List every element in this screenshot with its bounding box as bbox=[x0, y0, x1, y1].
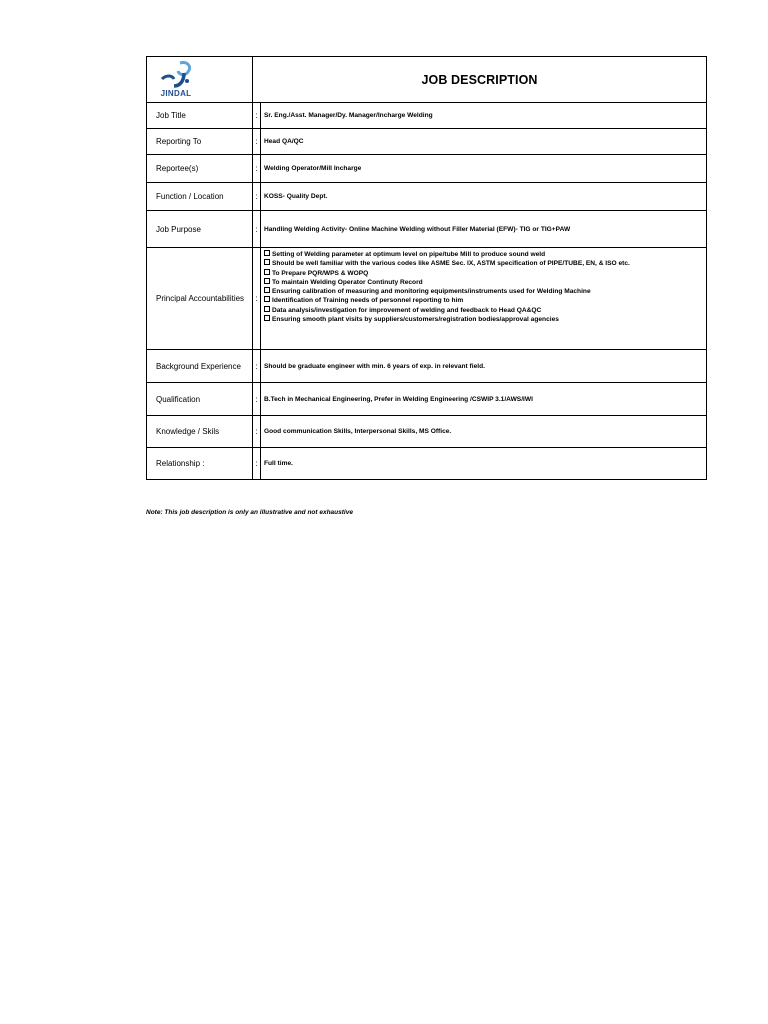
page-title: JOB DESCRIPTION bbox=[253, 57, 707, 103]
row-relationship bbox=[147, 448, 707, 480]
colon: : bbox=[253, 211, 261, 248]
row-background-experience bbox=[147, 350, 707, 383]
checkbox-icon bbox=[264, 315, 270, 321]
checkbox-icon bbox=[264, 250, 270, 256]
value-reportees: Welding Operator/Mill Incharge bbox=[261, 155, 707, 183]
row-principal-accountabilities bbox=[147, 248, 707, 350]
list-item: Data analysis/investigation for improvement of welding and feedback to Head QA&QC bbox=[264, 306, 703, 315]
colon: : bbox=[253, 129, 261, 155]
value-job-title: Sr. Eng./Asst. Manager/Dy. Manager/Incharge Welding bbox=[261, 103, 707, 129]
checkbox-icon bbox=[264, 296, 270, 302]
label-job-title: Job Title bbox=[147, 103, 253, 129]
checkbox-icon bbox=[264, 287, 270, 293]
label-job-purpose: Job Purpose bbox=[147, 211, 253, 248]
list-item: Setting of Welding parameter at optimum level on pipe/tube Mill to produce sound weld bbox=[264, 250, 703, 259]
colon: : bbox=[253, 103, 261, 129]
colon: : bbox=[253, 416, 261, 448]
list-item: To maintain Welding Operator Continuty Record bbox=[264, 278, 703, 287]
row-function-location bbox=[147, 183, 707, 211]
value-background-experience: Should be graduate engineer with min. 6 years of exp. in relevant field. bbox=[261, 350, 707, 383]
value-knowledge-skills: Good communication Skills, Interpersonal Skills, MS Office. bbox=[261, 416, 707, 448]
list-item: Ensuring smooth plant visits by suppliers/customers/registration bodies/approval agencies bbox=[264, 315, 703, 324]
value-qualification: B.Tech in Mechanical Engineering, Prefer in Welding Engineering /CSWIP 3.1/AWS/IWI bbox=[261, 383, 707, 416]
colon: : bbox=[253, 248, 261, 350]
accountabilities-list bbox=[261, 248, 707, 350]
list-item: Ensuring calibration of measuring and monitoring equipments/instruments used for Welding Machine bbox=[264, 287, 703, 296]
checkbox-icon bbox=[264, 259, 270, 265]
value-job-purpose: Handling Welding Activity- Online Machine Welding without Filler Material (EFW)- TIG or TIG+PAW bbox=[261, 211, 707, 248]
checkbox-icon bbox=[264, 306, 270, 312]
list-item: Identification of Training needs of personnel reporting to him bbox=[264, 296, 703, 305]
logo-cell bbox=[147, 57, 253, 103]
list-item: To Prepare PQR/WPS & WOPQ bbox=[264, 269, 703, 278]
row-reportees bbox=[147, 155, 707, 183]
value-function-location: KOSS- Quality Dept. bbox=[261, 183, 707, 211]
label-relationship: Relationship : bbox=[147, 448, 253, 480]
label-knowledge-skills: Knowledge / Skils bbox=[147, 416, 253, 448]
row-job-title bbox=[147, 103, 707, 129]
row-job-purpose bbox=[147, 211, 707, 248]
checkbox-icon bbox=[264, 278, 270, 284]
colon: : bbox=[253, 183, 261, 211]
colon: : bbox=[253, 448, 261, 480]
colon: : bbox=[253, 155, 261, 183]
logo-text: JINDAL bbox=[160, 89, 192, 98]
row-qualification bbox=[147, 383, 707, 416]
label-qualification: Qualification bbox=[147, 383, 253, 416]
footnote: Note: This job description is only an illustrative and not exhaustive bbox=[146, 509, 353, 516]
label-reporting-to: Reporting To bbox=[147, 129, 253, 155]
list-item: Should be well familiar with the various codes like ASME Sec. IX, ASTM specification of PIPE/TUBE, EN, & ISO etc. bbox=[264, 259, 703, 268]
value-relationship: Full time. bbox=[261, 448, 707, 480]
row-knowledge-skills bbox=[147, 416, 707, 448]
colon: : bbox=[253, 350, 261, 383]
label-function-location: Function / Location bbox=[147, 183, 253, 211]
label-reportees: Reportee(s) bbox=[147, 155, 253, 183]
checkbox-icon bbox=[264, 269, 270, 275]
label-background-experience: Background Experience bbox=[147, 350, 253, 383]
colon: : bbox=[253, 383, 261, 416]
header-row bbox=[147, 57, 707, 103]
job-description-table bbox=[146, 56, 707, 480]
label-principal-accountabilities: Principal Accountabilities bbox=[147, 248, 253, 350]
value-reporting-to: Head QA/QC bbox=[261, 129, 707, 155]
row-reporting-to bbox=[147, 129, 707, 155]
